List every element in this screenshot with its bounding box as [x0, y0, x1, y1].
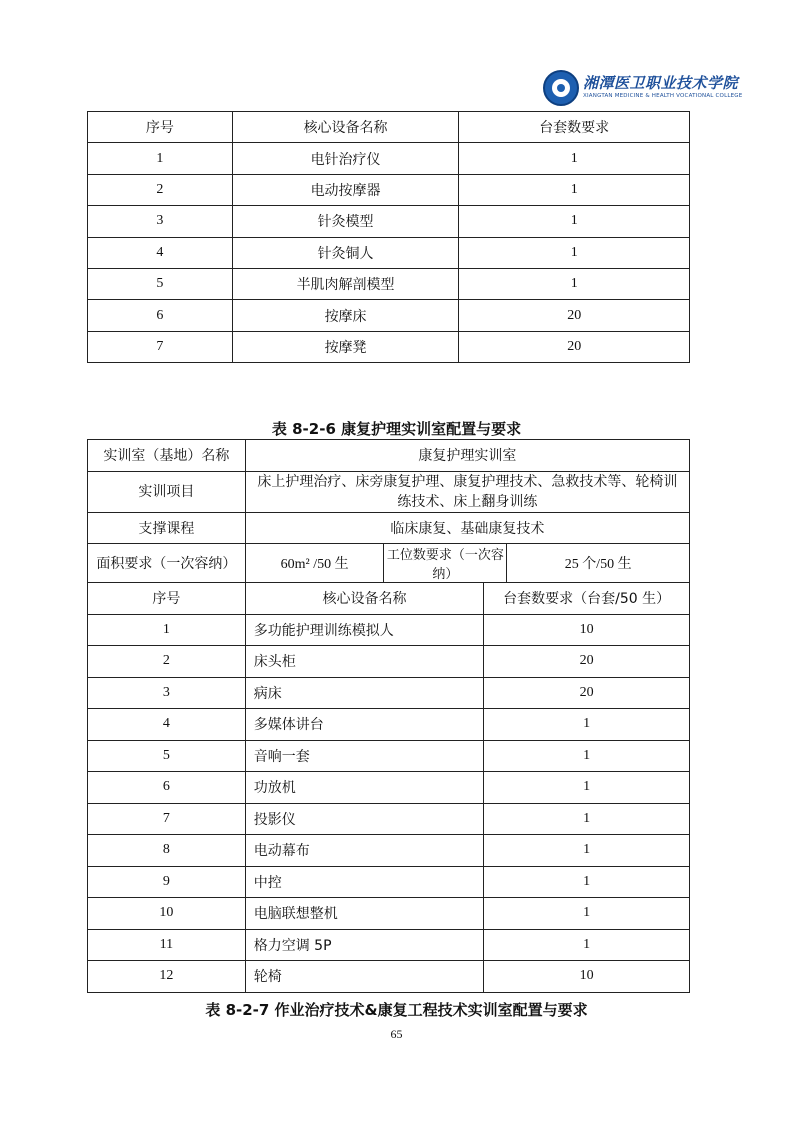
table-row [88, 961, 690, 993]
college-emblem-icon [543, 70, 579, 106]
equipment-cell: 轮椅 [245, 961, 484, 993]
table-header-row [88, 112, 690, 143]
quantity-cell: 1 [459, 174, 690, 205]
station-label: 工位数要求（一次容纳） [384, 544, 507, 583]
index-cell: 5 [88, 740, 246, 772]
table-row [88, 143, 690, 174]
index-cell: 1 [88, 143, 233, 174]
equipment-cell: 针灸铜人 [232, 237, 459, 268]
equipment-cell: 床头柜 [245, 646, 484, 678]
table-row [88, 709, 690, 741]
index-cell: 9 [88, 866, 246, 898]
index-cell: 5 [88, 268, 233, 299]
course-value: 临床康复、基础康复技术 [245, 512, 689, 544]
quantity-cell: 10 [484, 614, 690, 646]
header-cell: 台套数要求（台套/50 生） [484, 583, 690, 615]
index-cell: 10 [88, 898, 246, 930]
quantity-cell: 1 [459, 237, 690, 268]
quantity-cell: 20 [484, 646, 690, 678]
table-row [88, 206, 690, 237]
room-name-row [88, 440, 690, 472]
room-name-value: 康复护理实训室 [245, 440, 689, 472]
table-row [88, 646, 690, 678]
training-project-value: 床上护理治疗、床旁康复护理、康复护理技术、急救技术等、轮椅训练技术、床上翻身训练 [245, 471, 689, 512]
table-row [88, 929, 690, 961]
area-label: 面积要求（一次容纳） [88, 544, 246, 583]
equipment-cell: 病床 [245, 677, 484, 709]
quantity-cell: 1 [484, 772, 690, 804]
table-caption: 表 8-2-6 康复护理实训室配置与要求 [271, 420, 522, 438]
index-cell: 4 [88, 709, 246, 741]
equipment-cell: 针灸模型 [232, 206, 459, 237]
quantity-cell: 1 [459, 143, 690, 174]
course-label: 支撑课程 [88, 512, 246, 544]
quantity-cell: 1 [459, 268, 690, 299]
equipment-cell: 电脑联想整机 [245, 898, 484, 930]
equipment-cell: 半肌肉解剖模型 [232, 268, 459, 299]
header-cell: 序号 [88, 112, 233, 143]
table-row [88, 268, 690, 299]
page-number: 65 [390, 1027, 403, 1041]
college-logo [543, 70, 743, 110]
quantity-cell: 1 [484, 709, 690, 741]
equipment-cell: 电动按摩器 [232, 174, 459, 205]
quantity-cell: 20 [459, 331, 690, 362]
header-cell: 台套数要求 [459, 112, 690, 143]
equipment-cell: 投影仪 [245, 803, 484, 835]
logo-chinese-name: 湘潭医卫职业技术学院 [583, 74, 739, 92]
table-header-row [88, 583, 690, 615]
equipment-cell: 功放机 [245, 772, 484, 804]
rehab-nursing-lab-table [87, 439, 690, 993]
table-row [88, 237, 690, 268]
quantity-cell: 1 [484, 803, 690, 835]
table-row [88, 331, 690, 362]
table-row [88, 898, 690, 930]
index-cell: 12 [88, 961, 246, 993]
index-cell: 2 [88, 174, 233, 205]
course-row [88, 512, 690, 544]
index-cell: 11 [88, 929, 246, 961]
quantity-cell: 1 [459, 206, 690, 237]
table-row [88, 174, 690, 205]
index-cell: 2 [88, 646, 246, 678]
equipment-cell: 多媒体讲台 [245, 709, 484, 741]
header-cell: 序号 [88, 583, 246, 615]
header-cell: 核心设备名称 [245, 583, 484, 615]
index-cell: 1 [88, 614, 246, 646]
logo-english-name: XIANGTAN MEDICINE & HEALTH VOCATIONAL COLLEGE [583, 93, 743, 99]
table-row [88, 803, 690, 835]
index-cell: 7 [88, 331, 233, 362]
equipment-cell: 按摩凳 [232, 331, 459, 362]
quantity-cell: 1 [484, 898, 690, 930]
header-cell: 核心设备名称 [232, 112, 459, 143]
table-row [88, 866, 690, 898]
index-cell: 6 [88, 300, 233, 331]
index-cell: 6 [88, 772, 246, 804]
area-row [88, 544, 690, 583]
equipment-cell: 按摩床 [232, 300, 459, 331]
training-project-label: 实训项目 [88, 471, 246, 512]
table-row [88, 740, 690, 772]
index-cell: 8 [88, 835, 246, 867]
equipment-cell: 电动幕布 [245, 835, 484, 867]
quantity-cell: 10 [484, 961, 690, 993]
table-row [88, 614, 690, 646]
quantity-cell: 1 [484, 929, 690, 961]
equipment-cell: 多功能护理训练模拟人 [245, 614, 484, 646]
table-row [88, 772, 690, 804]
quantity-cell: 1 [484, 740, 690, 772]
area-value: 60m² /50 生 [245, 544, 384, 583]
quantity-cell: 1 [484, 835, 690, 867]
equipment-cell: 电针治疗仪 [232, 143, 459, 174]
quantity-cell: 20 [459, 300, 690, 331]
equipment-table-continued [87, 111, 690, 363]
room-name-label: 实训室（基地）名称 [88, 440, 246, 472]
table-row [88, 677, 690, 709]
index-cell: 3 [88, 677, 246, 709]
index-cell: 3 [88, 206, 233, 237]
table-row [88, 300, 690, 331]
equipment-cell: 音响一套 [245, 740, 484, 772]
equipment-cell: 中控 [245, 866, 484, 898]
table-row [88, 835, 690, 867]
index-cell: 4 [88, 237, 233, 268]
quantity-cell: 20 [484, 677, 690, 709]
quantity-cell: 1 [484, 866, 690, 898]
training-project-row [88, 471, 690, 512]
index-cell: 7 [88, 803, 246, 835]
station-value: 25 个/50 生 [507, 544, 690, 583]
next-table-caption: 表 8-2-7 作业治疗技术&康复工程技术实训室配置与要求 [205, 1001, 588, 1019]
equipment-cell: 格力空调 5P [245, 929, 484, 961]
